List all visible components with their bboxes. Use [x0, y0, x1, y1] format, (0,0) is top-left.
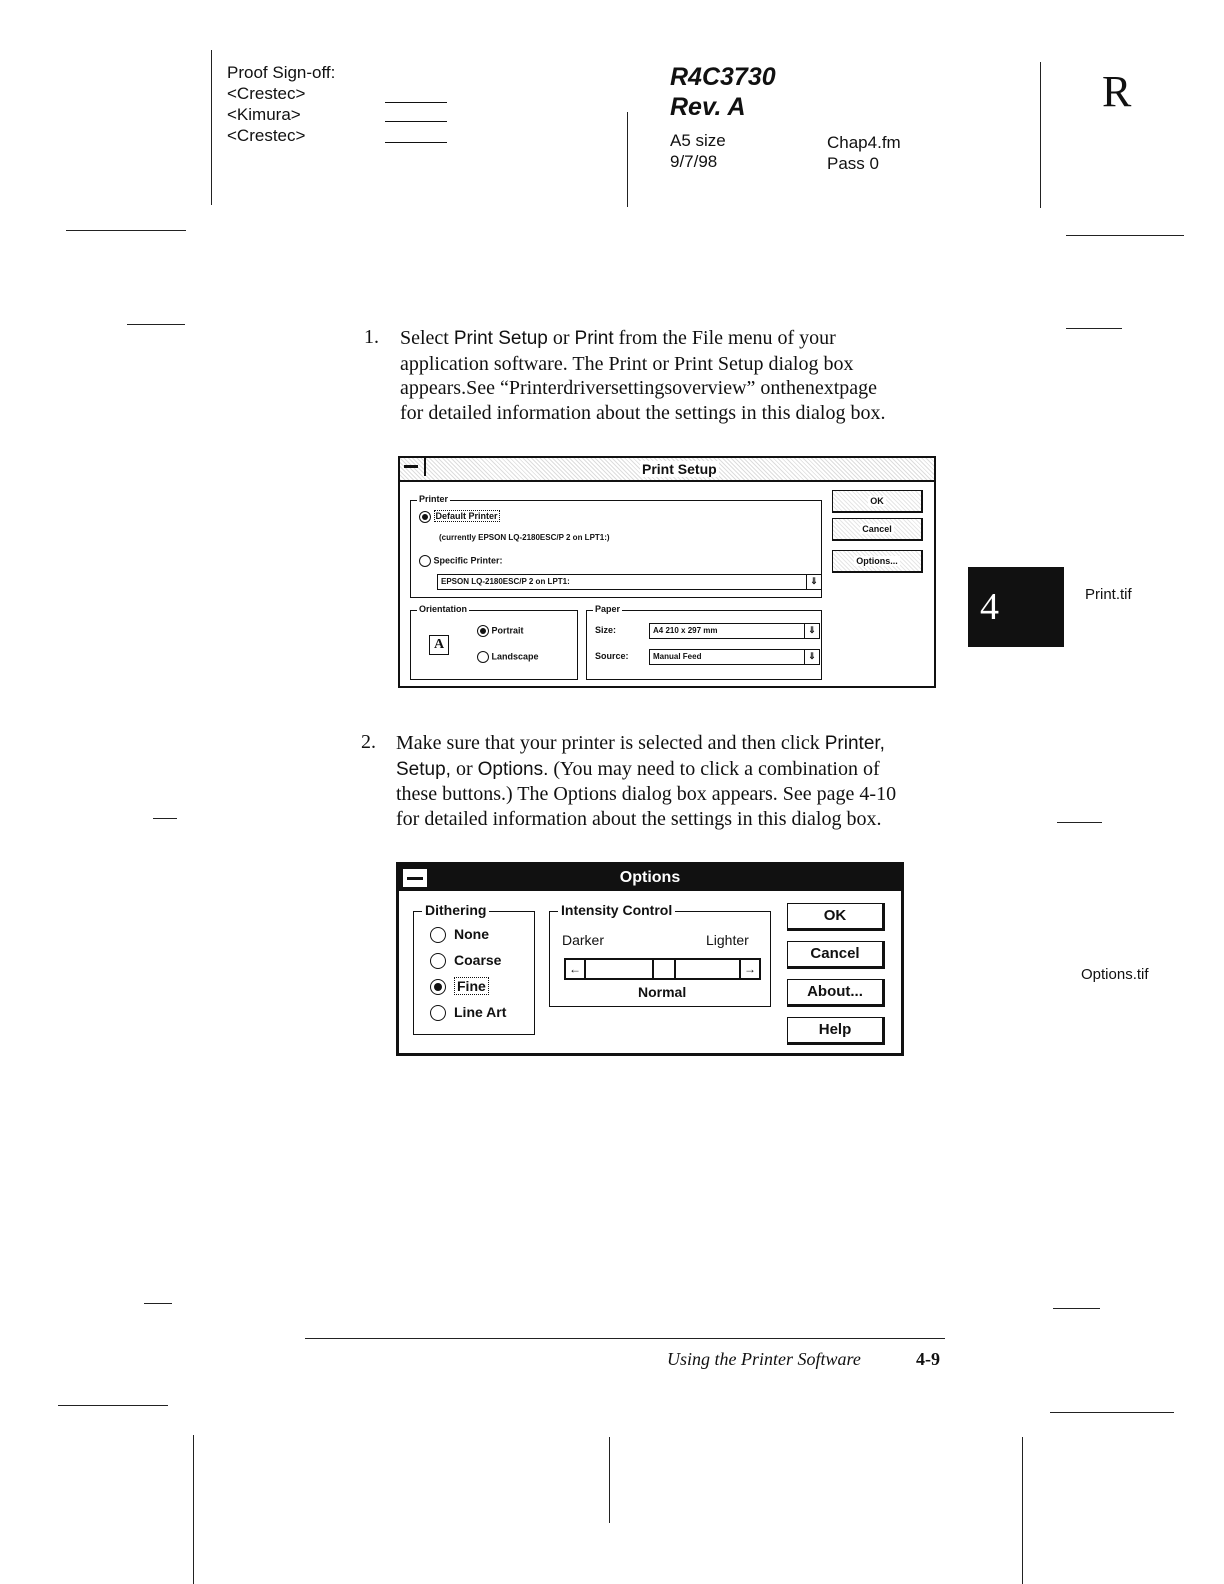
proof-signoff-block [227, 62, 335, 146]
radio-icon [430, 1005, 446, 1021]
specific-printer-radio[interactable] [419, 555, 503, 567]
dialog-titlebar [399, 865, 901, 891]
page-number: 4-9 [916, 1349, 940, 1369]
group-label: Intensity Control [558, 902, 675, 918]
help-button[interactable]: Help [787, 1017, 885, 1045]
specific-printer-select[interactable] [437, 574, 822, 590]
crop-mark [627, 112, 628, 207]
orientation-group [410, 604, 578, 680]
system-menu-icon[interactable] [400, 458, 426, 476]
radio-label: Specific Printer: [433, 555, 503, 566]
crop-mark [127, 324, 185, 325]
step-2-text [396, 731, 966, 831]
crop-mark [1057, 822, 1102, 823]
portrait-radio[interactable] [477, 625, 524, 637]
footer-rule [305, 1338, 945, 1339]
size-label: Size: [595, 625, 617, 635]
radio-label: Default Printer [435, 511, 498, 522]
lighter-label: Lighter [706, 932, 749, 948]
options-button[interactable] [832, 550, 923, 573]
options-dialog [396, 862, 904, 1056]
dialog-title: Print Setup [642, 461, 717, 477]
step-line: application software. The Print or Print Setup dialog box [400, 352, 854, 375]
select-value: EPSON LQ-2180ESC/P 2 on LPT1: [441, 577, 570, 586]
group-label: Paper [595, 604, 621, 614]
ok-button[interactable]: OK [787, 903, 885, 931]
document-date: 9/7/98 [670, 152, 718, 171]
document-file: Chap4.fm [827, 133, 901, 152]
step-number: 2. [361, 731, 376, 753]
cancel-button[interactable]: Cancel [787, 941, 885, 969]
document-pass: Pass 0 [827, 154, 879, 173]
slider-thumb[interactable] [652, 960, 676, 978]
paper-group [586, 604, 822, 680]
crop-mark [1040, 62, 1041, 208]
crop-mark [1066, 328, 1122, 329]
left-arrow-icon[interactable]: ← [566, 960, 586, 978]
radio-icon [430, 953, 446, 969]
proof-entry: <Kimura> [227, 105, 301, 124]
crop-mark [211, 50, 212, 205]
crop-mark [58, 1405, 168, 1406]
signature-line [385, 142, 447, 143]
portrait-page-icon: A [429, 635, 449, 655]
crop-mark [144, 1303, 172, 1304]
printer-group [410, 494, 822, 598]
chapter-tab [968, 567, 1064, 647]
signature-line [385, 121, 447, 122]
text-run: from the File menu of your [613, 327, 836, 349]
text-run: Select [400, 327, 454, 349]
radio-label: Portrait [491, 625, 524, 636]
step-line: appears.See “Printerdriversettingsoverview” onthenextpage [400, 377, 878, 399]
select-value: A4 210 x 297 mm [653, 626, 718, 635]
dithering-coarse-radio[interactable] [430, 952, 501, 969]
step-line [396, 757, 966, 783]
step-1-text [400, 326, 970, 425]
intensity-control-group [549, 902, 771, 1007]
paper-source-select[interactable] [649, 649, 820, 665]
intensity-slider[interactable] [564, 958, 761, 980]
crop-mark [1053, 1308, 1100, 1309]
crop-mark [1066, 235, 1184, 236]
button-reference: Setup, [396, 758, 451, 780]
text-run: Make sure that your printer is selected and then click [396, 732, 825, 754]
radio-label: Landscape [491, 651, 539, 662]
step-line: for detailed information about the settings in this dialog box. [400, 401, 886, 424]
dithering-fine-radio[interactable] [430, 978, 489, 995]
cancel-button[interactable] [832, 518, 923, 541]
footer-section-title: Using the Printer Software [667, 1349, 861, 1369]
group-label: Dithering [422, 902, 489, 918]
dropdown-arrow-icon[interactable]: ⇓ [804, 650, 819, 664]
signature-line [385, 102, 447, 103]
text-run: or [547, 327, 575, 349]
dialog-title: Options [619, 869, 681, 886]
dithering-group [413, 902, 535, 1035]
crop-mark [609, 1437, 610, 1523]
button-reference: Options. [477, 758, 549, 780]
menu-item-reference: Print Setup [453, 328, 548, 349]
button-label: Options... [856, 556, 898, 566]
figure-filename: Print.tif [1085, 586, 1132, 603]
default-printer-radio[interactable] [419, 511, 500, 523]
dithering-none-radio[interactable] [430, 926, 489, 943]
radio-icon [477, 625, 489, 637]
select-value: Manual Feed [653, 652, 702, 661]
ok-button[interactable] [832, 490, 923, 513]
landscape-radio[interactable] [477, 651, 539, 663]
radio-label: None [454, 926, 489, 942]
step-line [400, 326, 970, 352]
document-revision: Rev. A [670, 93, 746, 121]
dropdown-arrow-icon[interactable]: ⇓ [806, 575, 821, 589]
document-size: A5 size [670, 131, 726, 150]
crop-mark [1050, 1412, 1174, 1413]
darker-label: Darker [562, 932, 605, 948]
right-arrow-icon[interactable]: → [739, 960, 759, 978]
paper-size-select[interactable] [649, 623, 820, 639]
button-label: Cancel [862, 524, 892, 534]
dithering-line-art-radio[interactable] [430, 1004, 506, 1021]
radio-icon [430, 927, 446, 943]
step-line [396, 731, 966, 757]
radio-icon [477, 651, 489, 663]
source-label: Source: [595, 651, 629, 661]
crop-mark [1022, 1437, 1023, 1584]
figure-filename: Options.tif [1081, 966, 1149, 983]
crop-mark [66, 230, 186, 231]
proof-entry: <Crestec> [227, 84, 306, 103]
step-line: for detailed information about the settings in this dialog box. [396, 807, 882, 830]
menu-item-reference: Print [574, 328, 614, 349]
crop-mark [193, 1435, 194, 1584]
slider-value: Normal [638, 984, 687, 1000]
group-label: Printer [419, 494, 449, 504]
button-label: OK [870, 496, 884, 506]
text-run: (You may need to click a combination of [548, 757, 880, 780]
crop-mark [153, 818, 177, 819]
radio-icon [419, 511, 431, 523]
dialog-titlebar [400, 458, 934, 482]
text-run: or [450, 757, 478, 780]
radio-label: Line Art [454, 1004, 507, 1020]
button-reference: Printer, [824, 733, 885, 754]
document-code: R4C3730 [670, 63, 776, 91]
about-button[interactable]: About... [787, 979, 885, 1007]
corner-letter: R [1102, 67, 1132, 116]
document-code-block [670, 62, 776, 122]
print-setup-dialog [398, 456, 936, 688]
proof-entry: <Crestec> [227, 126, 306, 145]
radio-label: Coarse [454, 952, 502, 968]
dropdown-arrow-icon[interactable]: ⇓ [804, 624, 819, 638]
step-line: these buttons.) The Options dialog box appears. See page 4-10 [396, 783, 897, 805]
radio-label: Fine [454, 977, 489, 995]
group-label: Orientation [419, 604, 468, 614]
chapter-number: 4 [980, 586, 999, 628]
current-printer-note: (currently EPSON LQ-2180ESC/P 2 on LPT1:) [439, 533, 610, 542]
radio-icon [419, 555, 431, 567]
proof-signoff-title: Proof Sign-off: [227, 63, 336, 82]
step-number: 1. [364, 326, 379, 348]
radio-icon [430, 979, 446, 995]
